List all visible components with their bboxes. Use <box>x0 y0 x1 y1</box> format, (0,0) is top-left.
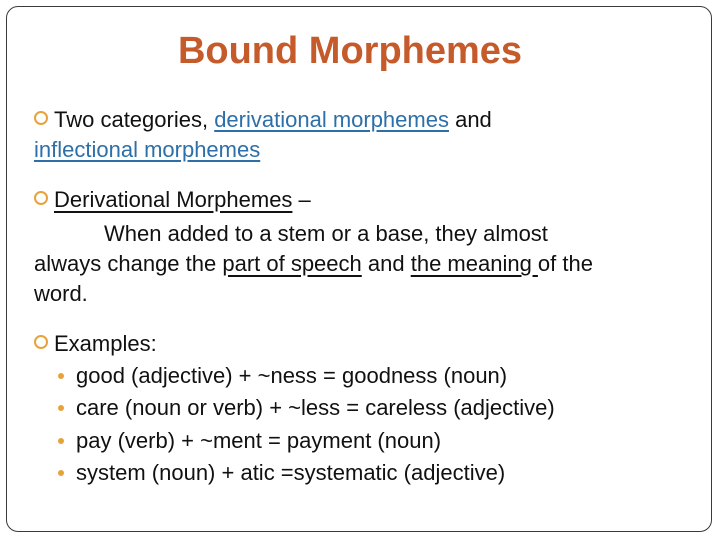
line2-text: of the <box>537 251 593 276</box>
link-inflectional-morphemes[interactable]: inflectional morphemes <box>34 137 261 162</box>
part-of-speech-text: part of speech <box>222 251 362 276</box>
derivational-line1: When added to a stem or a base, they almost <box>104 221 548 246</box>
bullet-derivational <box>34 186 311 214</box>
ring-bullet-icon <box>34 335 48 349</box>
ring-bullet-icon <box>34 111 48 125</box>
example-item <box>58 459 505 487</box>
example-item <box>58 394 555 422</box>
meaning-text: the meaning <box>410 251 538 276</box>
dot-bullet-icon <box>58 373 64 379</box>
bullet-text: Two categories, <box>54 107 215 132</box>
example-item <box>58 362 507 390</box>
dot-bullet-icon <box>58 405 64 411</box>
bullet-text: and <box>448 107 492 132</box>
dot-bullet-icon <box>58 438 64 444</box>
example-item <box>58 427 441 455</box>
dot-bullet-icon <box>58 470 64 476</box>
derivational-line3: word. <box>34 281 88 306</box>
ring-bullet-icon <box>34 191 48 205</box>
examples-heading: Examples: <box>54 331 157 356</box>
line2-text: and <box>361 251 411 276</box>
example-text: care (noun or verb) + ~less = careless (adjective) <box>76 395 555 420</box>
bullet-categories-line2 <box>34 136 260 164</box>
line2-text: always change the <box>34 251 223 276</box>
example-text: good (adjective) + ~ness = goodness (noun) <box>76 363 508 388</box>
bullet-categories <box>34 106 492 134</box>
link-derivational-morphemes[interactable]: derivational morphemes <box>214 107 449 132</box>
bullet-examples <box>34 330 157 358</box>
example-text: pay (verb) + ~ment = payment (noun) <box>76 428 442 453</box>
derivational-heading: Derivational Morphemes <box>54 187 293 212</box>
example-text: system (noun) + atic =systematic (adjective) <box>76 460 506 485</box>
derivational-line2 <box>34 250 593 278</box>
slide-title: Bound Morphemes <box>177 30 523 72</box>
dash-text: – <box>292 187 311 212</box>
